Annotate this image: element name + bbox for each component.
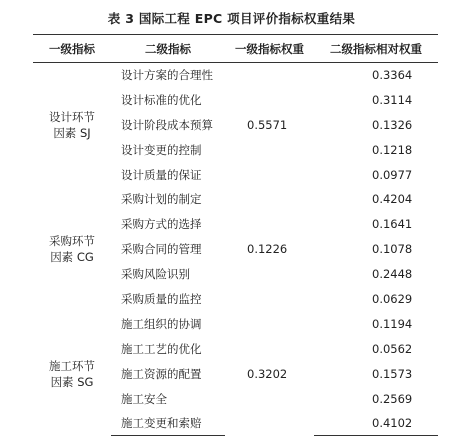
sub-indicator-name: 施工安全	[121, 391, 167, 406]
sub-indicator-name: 采购计划的制定	[121, 192, 202, 207]
header-level1-weight: 一级指标权重	[225, 35, 314, 63]
sub-indicator-weight: 0.1326	[372, 117, 413, 132]
sub-indicator-name: 设计方案的合理性	[121, 68, 213, 83]
group-name-line1: 设计环节	[49, 109, 95, 124]
group-weight-design: 0.5571	[247, 117, 288, 132]
sub-indicator-name: 采购合同的管理	[121, 242, 202, 257]
sub-indicator-weight: 0.1641	[372, 217, 413, 232]
sub-indicator-name: 采购风险识别	[121, 267, 190, 282]
sub-indicator-weight: 0.0629	[372, 291, 413, 306]
sub-indicator-weight: 0.2448	[372, 267, 413, 282]
header-row	[33, 35, 438, 63]
sub-indicator-weight: 0.0562	[372, 341, 413, 356]
group-name-construction	[33, 311, 111, 435]
group-weight-construction: 0.3202	[247, 366, 288, 381]
sub-indicator-name: 施工变更和索赔	[111, 411, 225, 436]
sub-indicator-weight: 0.2569	[372, 391, 413, 406]
group-name-line2: 因素 CG	[50, 250, 94, 265]
sub-indicator-name: 施工组织的协调	[121, 316, 202, 331]
sub-indicator-weight: 0.3114	[372, 92, 413, 107]
sub-indicator-name: 设计质量的保证	[121, 167, 202, 182]
sub-indicator-weight: 0.1218	[372, 142, 413, 157]
table-row	[33, 63, 438, 88]
header-level2-relative-weight: 二级指标相对权重	[314, 35, 438, 63]
sub-indicator-weight: 0.1573	[372, 366, 413, 381]
sub-indicator-name: 采购方式的选择	[121, 217, 202, 232]
group-name-design	[33, 63, 111, 187]
group-name-procurement	[33, 187, 111, 311]
table-caption: 表 3 国际工程 EPC 项目评价指标权重结果	[107, 11, 356, 26]
weight-results-table	[33, 34, 438, 436]
table-row	[33, 311, 438, 336]
group-weight-procurement: 0.1226	[247, 242, 288, 257]
header-level1-indicator: 一级指标	[33, 35, 111, 63]
sub-indicator-weight: 0.4102	[314, 411, 438, 436]
group-name-line2: 因素 SJ	[53, 125, 91, 140]
sub-indicator-weight: 0.0977	[372, 167, 413, 182]
sub-indicator-weight: 0.3364	[372, 68, 413, 83]
sub-indicator-weight: 0.1194	[372, 316, 413, 331]
sub-indicator-name: 设计阶段成本预算	[121, 117, 213, 132]
table-row	[33, 187, 438, 212]
sub-indicator-name: 施工工艺的优化	[121, 341, 202, 356]
sub-indicator-name: 采购质量的监控	[121, 291, 202, 306]
group-name-line1: 施工环节	[49, 358, 95, 373]
group-name-line2: 因素 SG	[50, 374, 94, 389]
header-level2-indicator: 二级指标	[111, 35, 225, 63]
sub-indicator-name: 设计标准的优化	[121, 92, 202, 107]
sub-indicator-name: 设计变更的控制	[121, 142, 202, 157]
group-name-line1: 采购环节	[49, 234, 95, 249]
sub-indicator-weight: 0.1078	[372, 242, 413, 257]
sub-indicator-name: 施工资源的配置	[121, 366, 202, 381]
sub-indicator-weight: 0.4204	[372, 192, 413, 207]
